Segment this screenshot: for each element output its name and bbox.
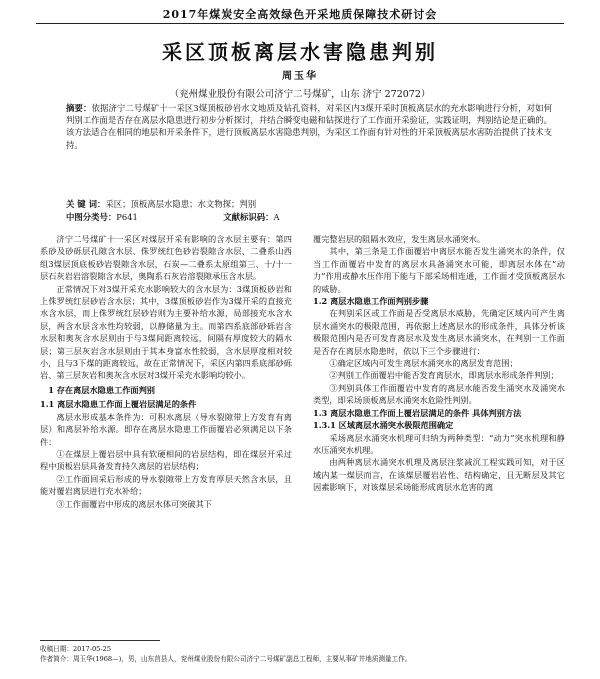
abstract — [66, 102, 552, 151]
body-paragraph: 由两种离层水涌突水机理及离层注浆减沉工程实践可知，对于区域内某一煤层而言，在该煤层覆岩岩性、结构确定，且无断层及其它因素影响下，对该煤层采场能形成离层水危害的离 — [313, 457, 565, 493]
affiliation: （兖州煤业股份有限公司济宁二号煤矿，山东 济宁 272072） — [169, 89, 431, 100]
list-item: ③判别具体工作面覆岩中发育的离层水能否发生涌突水及涌突水类型，即采场顶板离层水涌突水危险性判别。 — [313, 382, 565, 406]
body-paragraph: 正常情况下对3煤开采充水影响较大的含水层为：3煤顶板砂岩和上侏罗统红层砂岩含水层；其中，3煤顶板砂岩作为3煤开采的直接充水含水层，而上侏罗统红层砂岩则为主要补给水源，局部接充水含水层，两含水层含水性均较弱，以静储量为主。而第四系底部砂砾岩含水层和奥灰含水层则由于与3煤间距离较远，间隔有厚度较大的隔水层；第三层灰岩含水层则由于其本身富水性较弱，含水层厚度相对较小，且与3下煤的距离较远，故在正常情况下，采区内第四系底部砂砾岩、第三层灰岩和奥灰含水层对3煤开采充水影响均较小。 — [40, 283, 292, 381]
doc-code-label: 文献标识码： — [223, 212, 274, 222]
footnote-rule — [40, 640, 160, 641]
keywords-text: 采区；顶板离层水隐患；水文物探；判别 — [105, 199, 257, 209]
body-paragraph: 覆完整岩层的阻隔水效应，发生离层水涌突水。 — [313, 234, 485, 244]
received-date: 收稿日期：2017-05-25 — [40, 645, 111, 653]
body-column-left — [40, 233, 292, 510]
body-paragraph: 离层水形成基本条件为：可积水离层（导水裂隙带上方发育有离层）和离层补给水源。即存在离层水隐患工作面覆岩必须满足以下条件： — [40, 411, 292, 447]
section-heading-1-3-1: 1.3.1 区域离层水涌突水极限范围确定 — [313, 420, 454, 431]
running-header: 2017年煤炭安全高效绿色开采地质保障技术研讨会 — [162, 8, 438, 21]
section-heading-1-3: 1.3 离层水隐患工作面上覆岩层满足的条件 具体判别方法 — [313, 407, 522, 418]
abstract-label: 摘要： — [66, 103, 92, 113]
clc-label: 中图分类号： — [66, 212, 117, 222]
section-heading-1-1: 1.1 离层水隐患工作面上覆岩层满足的条件 — [40, 399, 197, 410]
classification-line — [66, 211, 280, 223]
author-name: 周玉华 — [282, 71, 318, 82]
list-item: ①在煤层上覆岩层中具有软硬相间的岩层结构，即在煤层开采过程中顶板岩层具备发育持久离层的岩层结构； — [40, 448, 292, 472]
body-paragraph: 采场离层水涌突水机理可归纳为两种类型：“动力”突水机理和静水压涌突水机理。 — [313, 432, 565, 455]
footnote — [40, 644, 560, 664]
list-item: ②工作面回采后形成的导水裂隙带上方发育厚层天然含水层，且能对覆岩离层进行充水补给； — [40, 473, 292, 497]
section-heading-1: 1 存在离层水隐患工作面判别 — [48, 384, 155, 395]
keywords — [66, 198, 552, 210]
list-item: ③工作面覆岩中形成的离层水体可突破其下 — [56, 498, 212, 509]
list-item: ②判别工作面覆岩中能否发育离层水，即离层水形成条件判别； — [329, 370, 559, 381]
section-heading-1-2: 1.2 离层水隐患工作面判别步骤 — [313, 296, 429, 307]
author-bio: 作者简介：周玉华(1968—)，男，山东莒县人，兖州煤业股份有限公司济宁二号煤矿副总工程师，主要从事矿井地质测量工作。 — [40, 655, 412, 663]
keywords-label: 关 键 词： — [66, 199, 106, 209]
list-item: ①确定区域内可发生离层水涌突水的离层发育范围； — [329, 358, 518, 369]
abstract-text: 依据济宁二号煤矿十一采区3煤顶板砂岩水文地质及钻孔资料，对采区内3煤开采时顶板离层水的充水影响进行分析，对如何判别工作面是否存在离层水隐患进行初步分析探讨，并结合瞬变电磁和钻探进行了工作面开采验证，实践证明，判别结论是正确的。该方法适合在相同的地层和开采条件下，进行顶板离层水害隐患判别，为采区工作面有针对性的开采顶板离层水害防治提供了技术支持。 — [66, 103, 553, 150]
header-rule — [36, 23, 564, 24]
body-paragraph: 在判别采区或工作面是否受离层水威胁，先确定区域内可产生离层水涌突水的极限范围，再依据上述离层水的形成条件，具体分析该极限范围内是否可发育离层水及发生离层水涌突水，在判别一工作面是否存在离层水隐患时，依以下三个步骤进行： — [313, 308, 565, 356]
doc-code-value: A — [273, 212, 280, 222]
paper-title: 采区顶板离层水害隐患判别 — [162, 40, 438, 64]
body-column-right — [313, 233, 565, 494]
body-paragraph: 济宁二号煤矿十一采区对煤层开采有影响的含水层主要有：第四系砂及砂砾层孔隙含水层、侏罗统红色砂岩裂隙含水层、二叠系山西组3煤层顶底板砂岩裂隙含水层，石炭—二叠系太原组第三、十/十一层石灰岩岩溶裂隙含水层，奥陶系石灰岩溶裂隙承压含水层。 — [40, 234, 292, 282]
clc-value: P641 — [116, 212, 138, 222]
body-paragraph: 其中，第三条是工作面覆岩中离层水能否发生涌突水的条件，仅当工作面覆岩中发育的离层水具备涌突水可能，即离层水体在“动力”作用或静水压作用下能与下部采场相连通，工作面才受顶板离层水的威胁。 — [313, 246, 565, 294]
